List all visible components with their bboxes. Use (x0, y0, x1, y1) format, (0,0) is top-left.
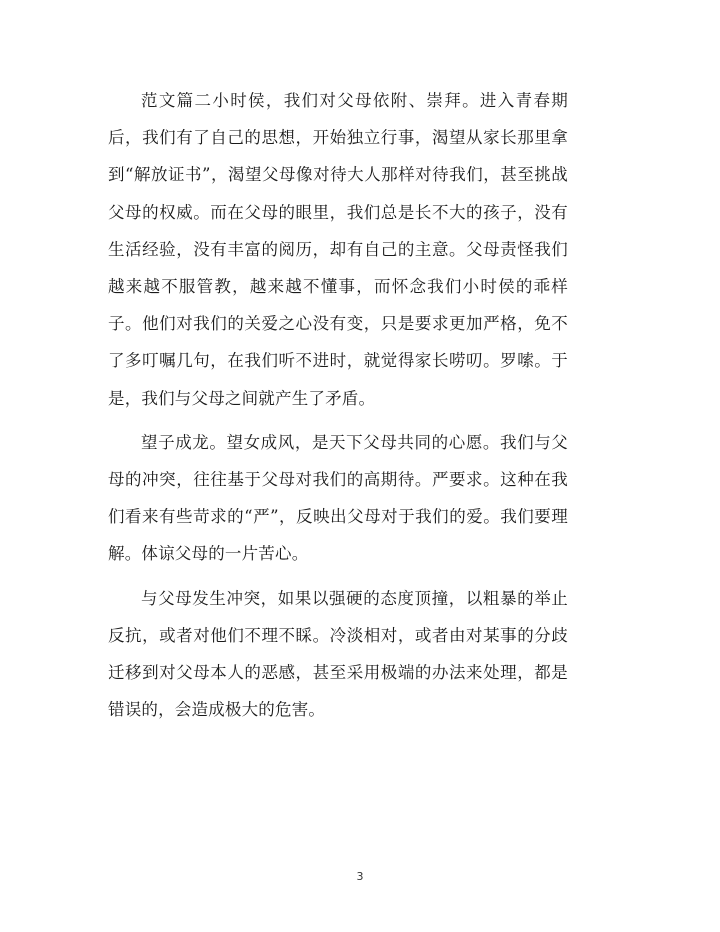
document-body (108, 82, 568, 735)
page-number: 3 (356, 870, 364, 883)
paragraph-3: 与父母发生冲突，如果以强硬的态度顶撞，以粗暴的举止反抗，或者对他们不理不睬。冷淡相对，或者由对某事的分歧迁移到对父母本人的恶感，甚至采用极端的办法来处理，都是错误的，会造成极大的危害。 (108, 588, 568, 720)
paragraph-2: 望子成龙。望女成风，是天下父母共同的心愿。我们与父母的冲突，往往基于父母对我们的高期待。严要求。这种在我们看来有些苛求的“严”，反映出父母对于我们的爱。我们要理解。体谅父母的一片苦心。 (108, 432, 568, 564)
paragraph-1: 范文篇二小时侯，我们对父母依附、崇拜。进入青春期后，我们有了自己的思想，开始独立行事，渴望从家长那里拿到“解放证书”，渴望父母像对待大人那样对待我们，甚至挑战父母的权威。而在父母的眼里，我们总是长不大的孩子，没有生活经验，没有丰富的阅历，却有自己的主意。父母责怪我们越来越不服管教，越来越不懂事，而怀念我们小时侯的乖样子。他们对我们的关爱之心没有变，只是要求更加严格，免不了多叮嘱几句，在我们听不进时，就觉得家长唠叨。罗嗦。于是，我们与父母之间就产生了矛盾。 (108, 91, 568, 408)
